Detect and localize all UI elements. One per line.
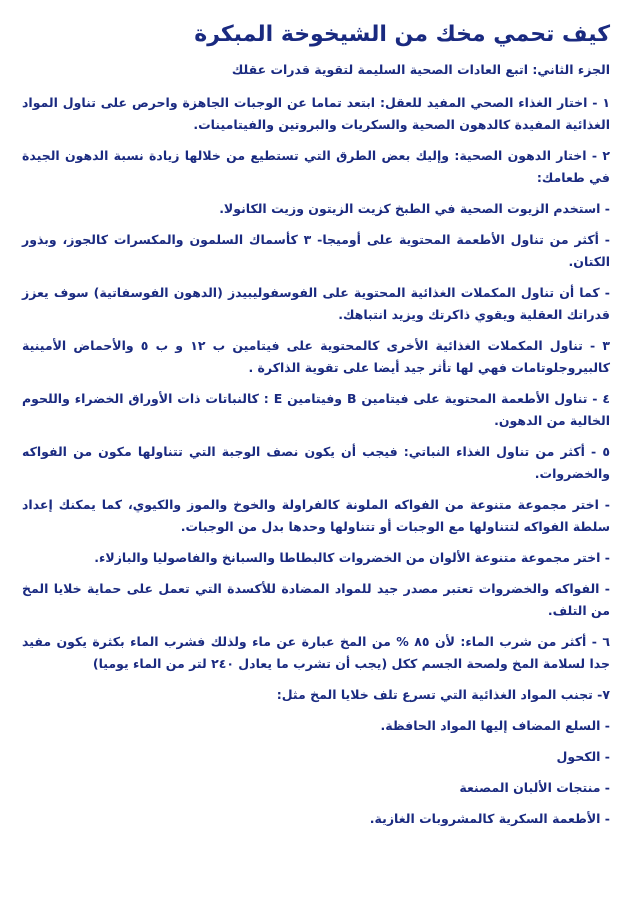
- page-title: كيف تحمي مخك من الشيخوخة المبكرة: [194, 22, 610, 47]
- paragraph-4: - أكثر من تناول الأطعمة المحتوية على أوميجا- ٣ كأسماك السلمون والمكسرات كالجوز، وبذور الكتان.: [22, 232, 610, 269]
- paragraph-3: - استخدم الزيوت الصحية في الطبخ كزيت الزيتون وزيت الكانولا.: [219, 201, 610, 216]
- paragraph-8: ٥ - أكثر من تناول الغذاء النباتي: فيجب أن يكون نصف الوجبة التي تتناولها مكون من الفواكه والخضروات.: [22, 444, 610, 481]
- paragraph-12: ٦ - أكثر من شرب الماء: لأن ٨٥ % من المخ عبارة عن ماء ولذلك فشرب الماء بكثرة يكون مفيد جدا لسلامة المخ ولصحة الجسم ككل (يجب أن تشرب ما يعادل ٢٤٠ لتر من الماء يوميا): [22, 634, 610, 671]
- paragraph-15: - الكحول: [556, 749, 610, 764]
- paragraph-17: - الأطعمة السكرية كالمشروبات الغازية.: [369, 811, 610, 826]
- paragraph-11: - الفواكه والخضروات تعتبر مصدر جيد للمواد المضادة للأكسدة التي تعمل على حماية خلايا المخ من التلف.: [22, 581, 610, 618]
- paragraph-10: - اختر مجموعة متنوعة الألوان من الخضروات كالبطاطا والسبانخ والفاصوليا والبازلاء.: [94, 550, 610, 565]
- paragraph-7: ٤ - تناول الأطعمة المحتوية على فيتامين B وفيتامين E : كالنباتات ذات الأوراق الخضراء واللحوم الخالية من الدهون.: [22, 391, 611, 428]
- paragraph-5: - كما أن تناول المكملات الغذائية المحتوية على الفوسفوليبيدز (الدهون الفوسفاتية) سوف يعزز قدراتك العقلية ويقوي ذاكرتك ويزيد انتباهك.: [22, 285, 610, 322]
- paragraph-14: - السلع المضاف إليها المواد الحافظة.: [380, 718, 610, 733]
- section-subtitle: الجزء الثاني: اتبع العادات الصحية السليمة لتقوية قدرات عقلك: [231, 62, 610, 77]
- paragraph-13: ٧- تجنب المواد الغذائية التي تسرع تلف خلايا المخ مثل:: [276, 687, 610, 702]
- paragraph-2: ٢ - اختار الدهون الصحية: وإليك بعض الطرق التي تستطيع من خلالها زيادة نسبة الدهون الجيدة في طعامك:: [22, 148, 610, 185]
- paragraph-9: - اختر مجموعة متنوعة من الفواكه الملونة كالفراولة والخوخ والموز والكيوي، كما يمكنك إعداد سلطة الفواكه لتتناولها مع الوجبات أو تتناولها وحدها بدل من الوجبات.: [22, 497, 610, 534]
- paragraph-6: ٣ - تناول المكملات الغذائية الأخرى كالمحتوية على فيتامين ب ١٢ و ب ٥ والأحماض الأمينية كالبيروجلوتامات فهي لها تأثر جيد أيضا على تقوية الذاكرة .: [22, 338, 610, 375]
- paragraph-1: ١ - اختار الغذاء الصحي المفيد للعقل: ابتعد تماما عن الوجبات الجاهزة واحرص على تناول المواد الغذائية المفيدة كالدهون الصحية والسكريات والبروتين والفيتامينات.: [22, 95, 610, 132]
- paragraph-16: - منتجات الألبان المصنعة: [459, 780, 610, 795]
